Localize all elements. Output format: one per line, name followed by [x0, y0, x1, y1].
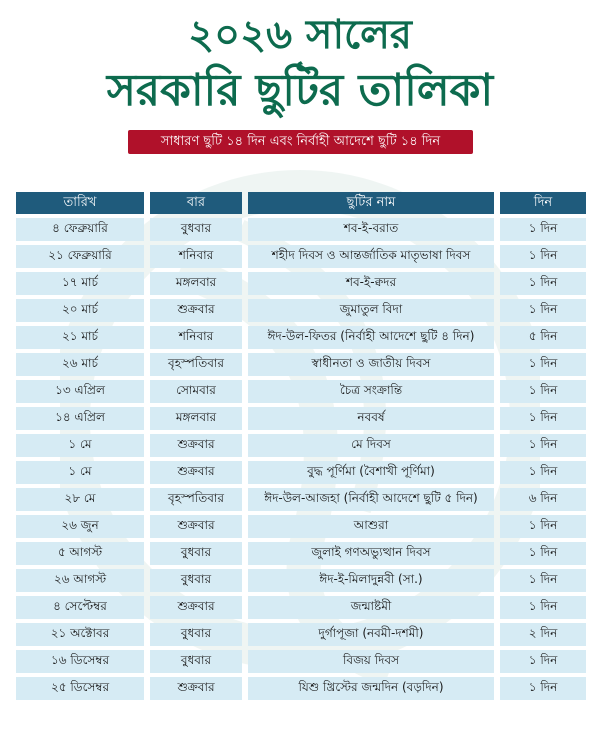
cell-holiday-name: বিজয় দিবস — [248, 650, 494, 673]
table-row — [16, 596, 586, 619]
cell-holiday-name: জুলাই গণঅভ্যুত্থান দিবস — [248, 542, 494, 565]
page-title-year: ২০২৬ সালের — [188, 12, 412, 58]
cell-duration: ১ দিন — [500, 245, 586, 268]
column-header-name: ছুটির নাম — [248, 192, 494, 214]
cell-holiday-name: দুর্গাপূজা (নবমী-দশমী) — [248, 623, 494, 646]
cell-holiday-name: আশুরা — [248, 515, 494, 538]
cell-day: মঙ্গলবার — [150, 272, 242, 295]
holiday-table — [10, 188, 592, 704]
table-row — [16, 515, 586, 538]
cell-date: ১৭ মার্চ — [16, 272, 144, 295]
cell-duration: ১ দিন — [500, 299, 586, 322]
cell-day: শুক্রবার — [150, 299, 242, 322]
cell-holiday-name: ঈদ-উল-আজহা (নির্বাহী আদেশে ছুটি ৫ দিন) — [248, 488, 494, 511]
cell-day: বৃহস্পতিবার — [150, 488, 242, 511]
cell-date: ৪ ফেব্রুয়ারি — [16, 218, 144, 241]
cell-date: ২৬ মার্চ — [16, 353, 144, 376]
cell-day: বুধবার — [150, 623, 242, 646]
table-row — [16, 245, 586, 268]
table-row — [16, 542, 586, 565]
table-row — [16, 650, 586, 673]
column-header-day: বার — [150, 192, 242, 214]
table-row — [16, 461, 586, 484]
cell-duration: ১ দিন — [500, 353, 586, 376]
cell-holiday-name: জন্মাষ্টমী — [248, 596, 494, 619]
cell-duration: ১ দিন — [500, 542, 586, 565]
cell-date: ২১ ফেব্রুয়ারি — [16, 245, 144, 268]
table-row — [16, 488, 586, 511]
cell-date: ৫ আগস্ট — [16, 542, 144, 565]
cell-holiday-name: জুমাতুল বিদা — [248, 299, 494, 322]
cell-duration: ১ দিন — [500, 596, 586, 619]
cell-holiday-name: বুদ্ধ পূর্ণিমা (বৈশাখী পূর্ণিমা) — [248, 461, 494, 484]
cell-day: শনিবার — [150, 245, 242, 268]
table-row — [16, 380, 586, 403]
cell-duration: ১ দিন — [500, 218, 586, 241]
cell-day: মঙ্গলবার — [150, 407, 242, 430]
cell-duration: ১ দিন — [500, 515, 586, 538]
cell-duration: ৫ দিন — [500, 326, 586, 349]
cell-date: ২১ অক্টোবর — [16, 623, 144, 646]
holiday-table-body — [16, 218, 586, 700]
cell-date: ২১ মার্চ — [16, 326, 144, 349]
table-row — [16, 677, 586, 700]
cell-day: বুধবার — [150, 542, 242, 565]
cell-holiday-name: নববর্ষ — [248, 407, 494, 430]
cell-date: ১ মে — [16, 434, 144, 457]
cell-date: ২৫ ডিসেম্বর — [16, 677, 144, 700]
cell-day: বৃহস্পতিবার — [150, 353, 242, 376]
cell-duration: ১ দিন — [500, 380, 586, 403]
cell-holiday-name: ঈদ-ই-মিলাদুন্নবী (সা.) — [248, 569, 494, 592]
cell-holiday-name: শব-ই-ক্বদর — [248, 272, 494, 295]
cell-duration: ১ দিন — [500, 461, 586, 484]
cell-holiday-name: মে দিবস — [248, 434, 494, 457]
cell-holiday-name: ঈদ-উল-ফিতর (নির্বাহী আদেশে ছুটি ৪ দিন) — [248, 326, 494, 349]
holiday-summary-banner: সাধারণ ছুটি ১৪ দিন এবং নির্বাহী আদেশে ছুটি ১৪ দিন — [128, 130, 473, 154]
cell-duration: ১ দিন — [500, 569, 586, 592]
cell-holiday-name: চৈত্র সংক্রান্তি — [248, 380, 494, 403]
cell-date: ২৮ মে — [16, 488, 144, 511]
table-row — [16, 623, 586, 646]
cell-day: বুধবার — [150, 569, 242, 592]
cell-day: শুক্রবার — [150, 596, 242, 619]
table-row — [16, 569, 586, 592]
table-row — [16, 407, 586, 430]
cell-date: ২৬ জুন — [16, 515, 144, 538]
cell-day: শুক্রবার — [150, 461, 242, 484]
cell-day: শুক্রবার — [150, 677, 242, 700]
cell-date: ২০ মার্চ — [16, 299, 144, 322]
table-row — [16, 353, 586, 376]
cell-duration: ১ দিন — [500, 434, 586, 457]
cell-date: ১ মে — [16, 461, 144, 484]
cell-holiday-name: যিশু খ্রিস্টের জন্মদিন (বড়দিন) — [248, 677, 494, 700]
cell-duration: ২ দিন — [500, 623, 586, 646]
cell-date: ৪ সেপ্টেম্বর — [16, 596, 144, 619]
cell-holiday-name: শহীদ দিবস ও আন্তর্জাতিক মাতৃভাষা দিবস — [248, 245, 494, 268]
table-header-row — [16, 192, 586, 214]
cell-duration: ১ দিন — [500, 650, 586, 673]
table-row — [16, 299, 586, 322]
cell-date: ১৪ এপ্রিল — [16, 407, 144, 430]
cell-day: বুধবার — [150, 218, 242, 241]
table-row — [16, 218, 586, 241]
cell-holiday-name: শব-ই-বরাত — [248, 218, 494, 241]
cell-day: শুক্রবার — [150, 434, 242, 457]
cell-date: ১৩ এপ্রিল — [16, 380, 144, 403]
cell-day: শনিবার — [150, 326, 242, 349]
column-header-duration: দিন — [500, 192, 586, 214]
table-row — [16, 272, 586, 295]
cell-day: সোমবার — [150, 380, 242, 403]
table-row — [16, 326, 586, 349]
cell-holiday-name: স্বাধীনতা ও জাতীয় দিবস — [248, 353, 494, 376]
cell-duration: ৬ দিন — [500, 488, 586, 511]
cell-day: বুধবার — [150, 650, 242, 673]
column-header-date: তারিখ — [16, 192, 144, 214]
cell-duration: ১ দিন — [500, 677, 586, 700]
cell-duration: ১ দিন — [500, 407, 586, 430]
page-title: সরকারি ছুটির তালিকা — [106, 65, 494, 116]
cell-date: ২৬ আগস্ট — [16, 569, 144, 592]
table-row — [16, 434, 586, 457]
cell-duration: ১ দিন — [500, 272, 586, 295]
cell-date: ১৬ ডিসেম্বর — [16, 650, 144, 673]
cell-day: শুক্রবার — [150, 515, 242, 538]
